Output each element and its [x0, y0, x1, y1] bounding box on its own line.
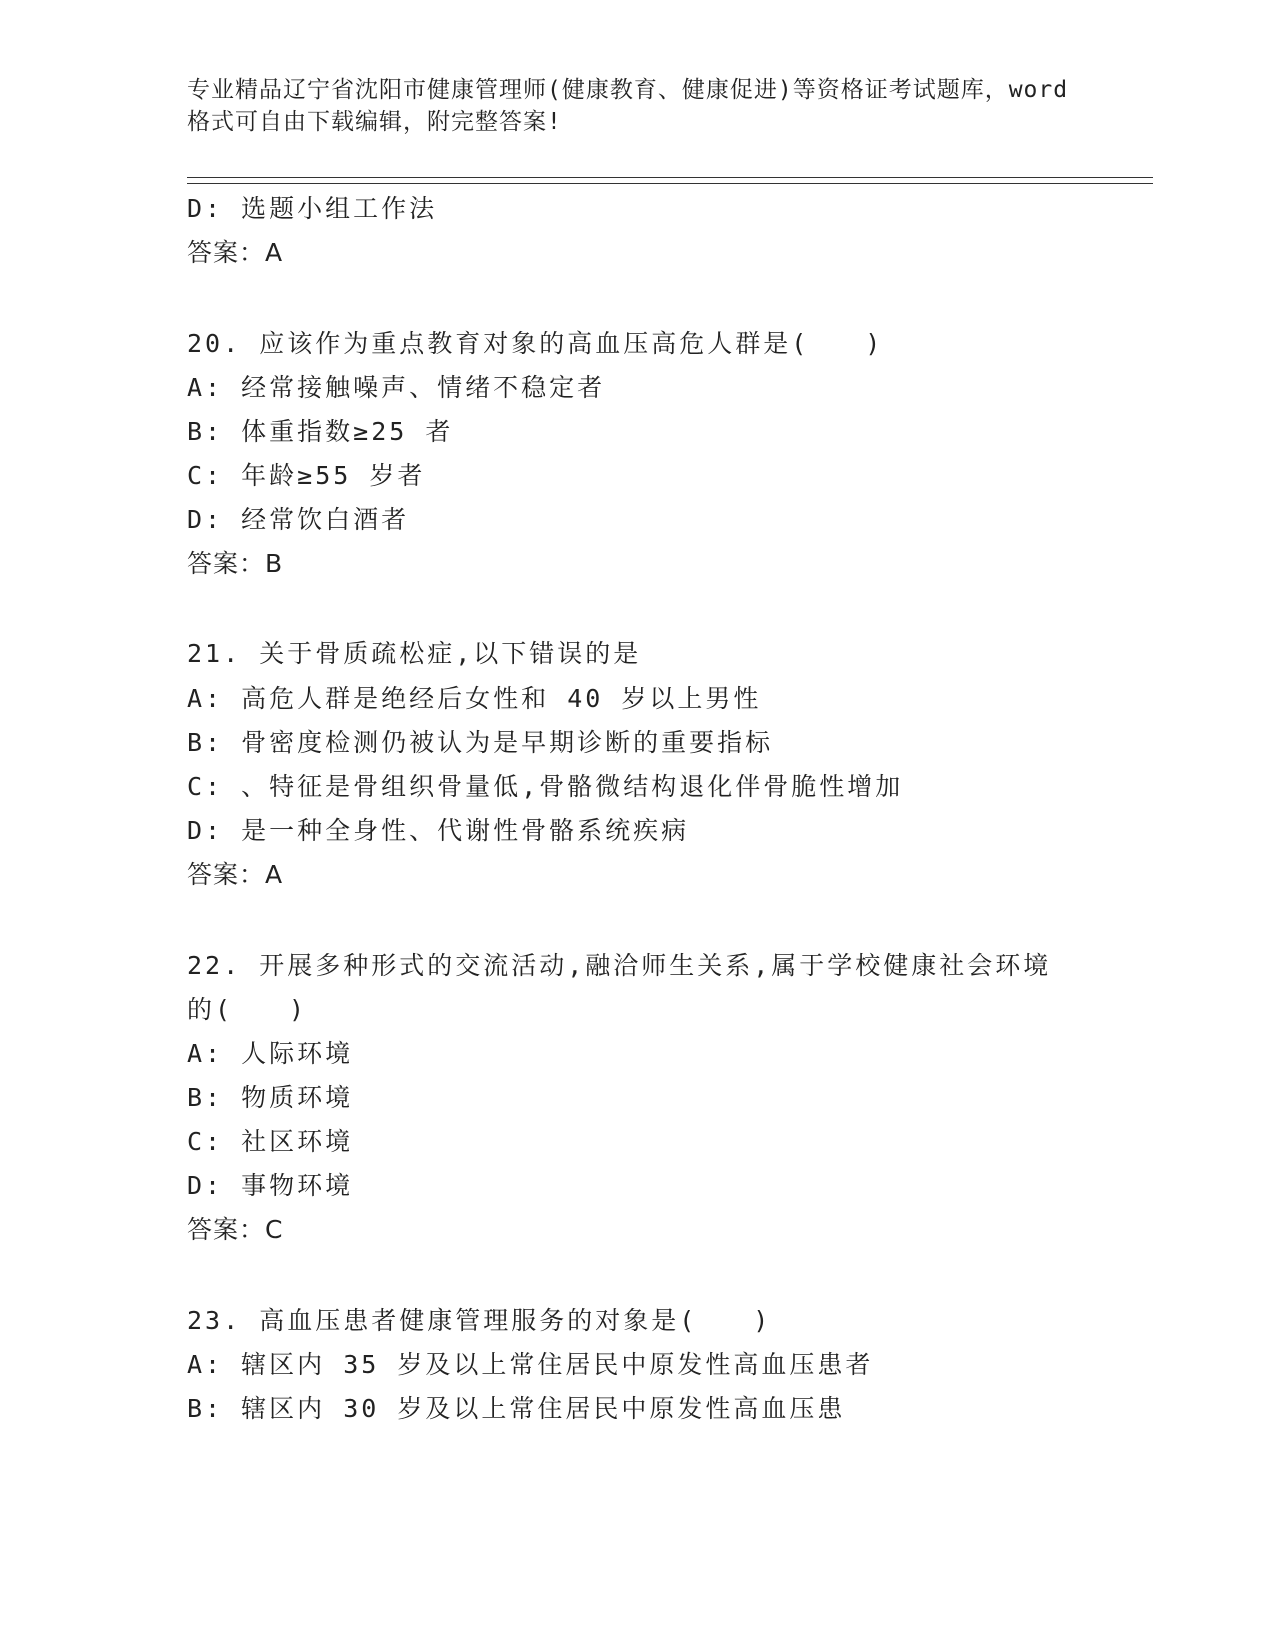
question-21: 21. 关于骨质疏松症,以下错误的是	[187, 639, 642, 668]
option-a: A: 高危人群是绝经后女性和 40 岁以上男性	[187, 684, 762, 713]
option-b: B: 辖区内 30 岁及以上常住居民中原发性高血压患	[187, 1394, 846, 1423]
document-header	[187, 74, 1087, 138]
option-b: B: 体重指数≥25 者	[187, 417, 454, 446]
option-a: A: 人际环境	[187, 1039, 354, 1068]
answer: 答案：B	[187, 549, 284, 578]
option-b: B: 骨密度检测仍被认为是早期诊断的重要指标	[187, 728, 774, 757]
option-d: D: 是一种全身性、代谢性骨骼系统疾病	[187, 816, 690, 845]
option-c: C: 社区环境	[187, 1127, 354, 1156]
option-d: D: 事物环境	[187, 1171, 354, 1200]
question-22: 22. 开展多种形式的交流活动,融洽师生关系,属于学校健康社会环境	[187, 951, 1052, 980]
option-a: A: 经常接触噪声、情绪不稳定者	[187, 373, 606, 402]
option-b: B: 物质环境	[187, 1083, 354, 1112]
answer: 答案：A	[187, 238, 284, 267]
question-23: 23. 高血压患者健康管理服务的对象是( )	[187, 1306, 772, 1335]
header-line-1: 专业精品辽宁省沈阳市健康管理师(健康教育、健康促进)等资格证考试题库，word	[187, 77, 1069, 103]
answer: 答案：A	[187, 860, 284, 889]
option-a: A: 辖区内 35 岁及以上常住居民中原发性高血压患者	[187, 1350, 874, 1379]
header-line-2: 格式可自由下载编辑，附完整答案!	[187, 109, 562, 135]
question-22-continued: 的( )	[187, 995, 308, 1024]
header-divider	[187, 177, 1153, 184]
option-d: D: 经常饮白酒者	[187, 505, 410, 534]
option-c: C: 、特征是骨组织骨量低,骨骼微结构退化伴骨脆性增加	[187, 772, 904, 801]
option-d: D: 选题小组工作法	[187, 194, 438, 223]
option-c: C: 年龄≥55 岁者	[187, 461, 426, 490]
answer: 答案：C	[187, 1215, 284, 1244]
question-20: 20. 应该作为重点教育对象的高血压高危人群是( )	[187, 329, 884, 358]
